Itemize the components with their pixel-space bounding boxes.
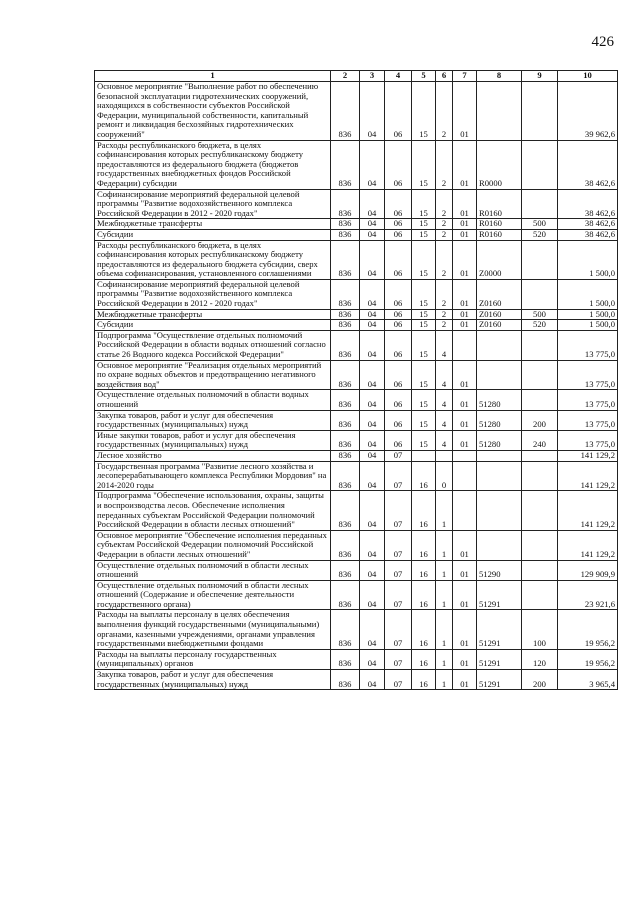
row-name-cell: Субсидии bbox=[95, 229, 331, 240]
row-value-cell: 836 bbox=[331, 610, 360, 649]
row-value-cell: R0160 bbox=[477, 229, 522, 240]
row-value-cell: 51291 bbox=[477, 649, 522, 669]
row-value-cell: 836 bbox=[331, 229, 360, 240]
row-value-cell: Z0160 bbox=[477, 309, 522, 320]
row-name-cell: Основное мероприятие "Выполнение работ по обеспечению безопасной эксплуатации гидротехнических сооружений, находящихся в собственности субъектов Российской Федерации, муниципальной собственности, капитальный ремонт и ликвидация бесхозяйных гидротехнических сооружений" bbox=[95, 82, 331, 141]
row-value-cell: 06 bbox=[385, 189, 412, 219]
row-value-cell: 01 bbox=[453, 560, 477, 580]
row-value-cell: 141 129,2 bbox=[558, 461, 618, 491]
row-value-cell bbox=[522, 390, 558, 410]
row-name-cell: Подпрограмма "Обеспечение использования, охраны, защиты и воспроизводства лесов. Обеспечение исполнения переданных субъектам Российской Федерации полномочий Российской Федерации в области лесных отношений" bbox=[95, 491, 331, 530]
row-value-cell: 16 bbox=[412, 610, 436, 649]
row-value-cell: 16 bbox=[412, 461, 436, 491]
row-value-cell: 01 bbox=[453, 670, 477, 690]
row-value-cell: 38 462,6 bbox=[558, 229, 618, 240]
row-value-cell: 500 bbox=[522, 219, 558, 230]
row-value-cell: 15 bbox=[412, 330, 436, 360]
row-value-cell: 39 962,6 bbox=[558, 82, 618, 141]
row-value-cell: 1 500,0 bbox=[558, 320, 618, 331]
row-name-cell: Субсидии bbox=[95, 320, 331, 331]
row-value-cell: Z0160 bbox=[477, 279, 522, 309]
row-value-cell: 06 bbox=[385, 309, 412, 320]
column-header: 3 bbox=[360, 71, 385, 82]
row-value-cell: 04 bbox=[360, 140, 385, 189]
row-value-cell: 01 bbox=[453, 309, 477, 320]
row-value-cell: 51291 bbox=[477, 610, 522, 649]
column-header: 1 bbox=[95, 71, 331, 82]
row-value-cell: 04 bbox=[360, 279, 385, 309]
row-value-cell: 836 bbox=[331, 430, 360, 450]
row-value-cell: 4 bbox=[436, 390, 453, 410]
row-value-cell: 836 bbox=[331, 360, 360, 390]
row-value-cell bbox=[477, 330, 522, 360]
row-value-cell: 01 bbox=[453, 279, 477, 309]
row-value-cell: 06 bbox=[385, 229, 412, 240]
table-row bbox=[95, 430, 618, 450]
row-name-cell: Основное мероприятие "Реализация отдельных мероприятий по охране водных объектов и предотвращению негативного воздействия вод" bbox=[95, 360, 331, 390]
row-name-cell: Расходы республиканского бюджета, в целях софинансирования которых республиканскому бюджету предоставляются из федерального бюджета (бюджетов государственных внебюджетных фондов Российской Федерации) субсидии bbox=[95, 140, 331, 189]
row-value-cell: 38 462,6 bbox=[558, 219, 618, 230]
column-header: 6 bbox=[436, 71, 453, 82]
row-value-cell bbox=[522, 360, 558, 390]
row-value-cell: 15 bbox=[412, 229, 436, 240]
row-value-cell: 500 bbox=[522, 309, 558, 320]
row-value-cell: 06 bbox=[385, 82, 412, 141]
row-value-cell: 01 bbox=[453, 430, 477, 450]
column-header: 5 bbox=[412, 71, 436, 82]
row-value-cell: 01 bbox=[453, 390, 477, 410]
row-value-cell: 836 bbox=[331, 140, 360, 189]
table-row bbox=[95, 610, 618, 649]
row-value-cell: 141 129,2 bbox=[558, 530, 618, 560]
row-value-cell: 836 bbox=[331, 330, 360, 360]
budget-table bbox=[94, 70, 618, 690]
row-value-cell: 520 bbox=[522, 320, 558, 331]
row-value-cell: 01 bbox=[453, 610, 477, 649]
row-value-cell: 04 bbox=[360, 219, 385, 230]
row-value-cell: 04 bbox=[360, 390, 385, 410]
row-value-cell: 15 bbox=[412, 360, 436, 390]
row-name-cell: Подпрограмма "Осуществление отдельных полномочий Российской Федерации в области водных отношений согласно статье 26 Водного кодекса Российской Федерации" bbox=[95, 330, 331, 360]
table-row bbox=[95, 670, 618, 690]
row-value-cell: 1 bbox=[436, 580, 453, 610]
table-row bbox=[95, 360, 618, 390]
table-row bbox=[95, 82, 618, 141]
row-value-cell: 1 bbox=[436, 670, 453, 690]
row-value-cell: 15 bbox=[412, 140, 436, 189]
row-value-cell: 200 bbox=[522, 410, 558, 430]
row-value-cell: 01 bbox=[453, 649, 477, 669]
row-value-cell: 06 bbox=[385, 390, 412, 410]
row-name-cell: Закупка товаров, работ и услуг для обеспечения государственных (муниципальных) нужд bbox=[95, 410, 331, 430]
table-row bbox=[95, 279, 618, 309]
row-value-cell: 07 bbox=[385, 461, 412, 491]
row-value-cell: 2 bbox=[436, 189, 453, 219]
row-value-cell: 836 bbox=[331, 189, 360, 219]
table-row bbox=[95, 229, 618, 240]
row-value-cell bbox=[522, 279, 558, 309]
row-value-cell: 4 bbox=[436, 430, 453, 450]
row-value-cell: 2 bbox=[436, 309, 453, 320]
row-value-cell: 13 775,0 bbox=[558, 360, 618, 390]
row-value-cell: 15 bbox=[412, 279, 436, 309]
table-row bbox=[95, 140, 618, 189]
row-value-cell: 01 bbox=[453, 580, 477, 610]
row-name-cell: Государственная программа "Развитие лесного хозяйства и лесоперерабатывающего комплекса Республики Мордовия" на 2014-2020 годы bbox=[95, 461, 331, 491]
row-name-cell: Расходы на выплаты персоналу государственных (муниципальных) органов bbox=[95, 649, 331, 669]
row-value-cell: 836 bbox=[331, 491, 360, 530]
row-value-cell bbox=[477, 450, 522, 461]
row-value-cell: 4 bbox=[436, 360, 453, 390]
row-value-cell: 04 bbox=[360, 491, 385, 530]
row-value-cell: Z0000 bbox=[477, 240, 522, 279]
row-value-cell: 04 bbox=[360, 320, 385, 331]
row-name-cell: Межбюджетные трансферты bbox=[95, 309, 331, 320]
row-name-cell: Софинансирование мероприятий федеральной целевой программы "Развитие водохозяйственного комплекса Российской Федерации в 2012 - 2020 годах" bbox=[95, 189, 331, 219]
row-value-cell bbox=[522, 450, 558, 461]
row-value-cell: 836 bbox=[331, 390, 360, 410]
row-value-cell: 15 bbox=[412, 430, 436, 450]
table-row bbox=[95, 309, 618, 320]
table-row bbox=[95, 450, 618, 461]
row-value-cell: 836 bbox=[331, 279, 360, 309]
row-value-cell: 07 bbox=[385, 610, 412, 649]
row-value-cell: 01 bbox=[453, 219, 477, 230]
row-value-cell: 15 bbox=[412, 189, 436, 219]
row-value-cell: 2 bbox=[436, 229, 453, 240]
row-value-cell: 2 bbox=[436, 279, 453, 309]
row-value-cell: 1 500,0 bbox=[558, 309, 618, 320]
row-value-cell: 836 bbox=[331, 670, 360, 690]
row-value-cell: 1 bbox=[436, 649, 453, 669]
row-value-cell: 13 775,0 bbox=[558, 410, 618, 430]
row-value-cell: 51291 bbox=[477, 580, 522, 610]
table-row bbox=[95, 330, 618, 360]
row-value-cell: 19 956,2 bbox=[558, 649, 618, 669]
table-row bbox=[95, 461, 618, 491]
row-value-cell: R0000 bbox=[477, 140, 522, 189]
row-value-cell bbox=[522, 140, 558, 189]
row-value-cell: 06 bbox=[385, 279, 412, 309]
row-value-cell: 19 956,2 bbox=[558, 610, 618, 649]
row-value-cell: 51280 bbox=[477, 390, 522, 410]
row-value-cell: 04 bbox=[360, 580, 385, 610]
row-value-cell: 04 bbox=[360, 189, 385, 219]
row-value-cell: 0 bbox=[436, 461, 453, 491]
row-value-cell bbox=[522, 189, 558, 219]
table-row bbox=[95, 649, 618, 669]
row-value-cell: 2 bbox=[436, 219, 453, 230]
row-value-cell: 01 bbox=[453, 140, 477, 189]
row-value-cell: 01 bbox=[453, 410, 477, 430]
row-value-cell: 15 bbox=[412, 390, 436, 410]
row-value-cell: 836 bbox=[331, 450, 360, 461]
row-name-cell: Осуществление отдельных полномочий в области лесных отношений bbox=[95, 560, 331, 580]
row-value-cell: 520 bbox=[522, 229, 558, 240]
row-value-cell: 141 129,2 bbox=[558, 491, 618, 530]
column-header: 7 bbox=[453, 71, 477, 82]
row-value-cell: 04 bbox=[360, 82, 385, 141]
row-value-cell bbox=[522, 530, 558, 560]
row-value-cell: 16 bbox=[412, 560, 436, 580]
row-value-cell: 836 bbox=[331, 410, 360, 430]
table-row bbox=[95, 580, 618, 610]
row-value-cell: 1 bbox=[436, 610, 453, 649]
row-value-cell: 13 775,0 bbox=[558, 390, 618, 410]
row-value-cell: 01 bbox=[453, 189, 477, 219]
row-value-cell: 15 bbox=[412, 309, 436, 320]
row-value-cell: 01 bbox=[453, 530, 477, 560]
row-value-cell: 04 bbox=[360, 450, 385, 461]
row-value-cell bbox=[522, 580, 558, 610]
row-value-cell: 836 bbox=[331, 649, 360, 669]
row-value-cell: 141 129,2 bbox=[558, 450, 618, 461]
row-value-cell bbox=[522, 330, 558, 360]
row-value-cell bbox=[522, 491, 558, 530]
row-value-cell: 38 462,6 bbox=[558, 189, 618, 219]
row-value-cell: 15 bbox=[412, 240, 436, 279]
row-value-cell: 04 bbox=[360, 410, 385, 430]
row-name-cell: Осуществление отдельных полномочий в области водных отношений bbox=[95, 390, 331, 410]
page-number: 426 bbox=[591, 34, 614, 50]
row-value-cell: 2 bbox=[436, 240, 453, 279]
row-value-cell: 04 bbox=[360, 649, 385, 669]
row-value-cell: 100 bbox=[522, 610, 558, 649]
row-value-cell: 04 bbox=[360, 461, 385, 491]
row-name-cell: Межбюджетные трансферты bbox=[95, 219, 331, 230]
table-row bbox=[95, 530, 618, 560]
row-value-cell: 16 bbox=[412, 530, 436, 560]
row-value-cell: 200 bbox=[522, 670, 558, 690]
row-value-cell: 04 bbox=[360, 360, 385, 390]
row-value-cell: 1 500,0 bbox=[558, 279, 618, 309]
row-name-cell: Софинансирование мероприятий федеральной целевой программы "Развитие водохозяйственного комплекса Российской Федерации в 2012 - 2020 годах" bbox=[95, 279, 331, 309]
row-name-cell: Осуществление отдельных полномочий в области лесных отношений (Содержание и обеспечение деятельности государственного органа) bbox=[95, 580, 331, 610]
row-value-cell: 06 bbox=[385, 219, 412, 230]
row-value-cell: 07 bbox=[385, 580, 412, 610]
row-value-cell: 04 bbox=[360, 530, 385, 560]
row-value-cell bbox=[453, 491, 477, 530]
row-value-cell bbox=[522, 240, 558, 279]
row-value-cell: 06 bbox=[385, 330, 412, 360]
column-header: 8 bbox=[477, 71, 522, 82]
row-value-cell: 07 bbox=[385, 560, 412, 580]
row-value-cell: Z0160 bbox=[477, 320, 522, 331]
row-value-cell: 38 462,6 bbox=[558, 140, 618, 189]
row-value-cell bbox=[412, 450, 436, 461]
table-row bbox=[95, 390, 618, 410]
row-name-cell: Основное мероприятие "Обеспечение исполнения переданных субъектам Российской Федерации полномочий Российской Федерации в области лесных отношений" bbox=[95, 530, 331, 560]
row-value-cell: 04 bbox=[360, 229, 385, 240]
row-value-cell: 06 bbox=[385, 140, 412, 189]
row-value-cell: 04 bbox=[360, 240, 385, 279]
row-value-cell: 1 bbox=[436, 560, 453, 580]
row-value-cell bbox=[453, 461, 477, 491]
row-value-cell: 51280 bbox=[477, 410, 522, 430]
row-value-cell: 04 bbox=[360, 670, 385, 690]
column-header: 4 bbox=[385, 71, 412, 82]
row-value-cell: 1 bbox=[436, 491, 453, 530]
row-value-cell: 836 bbox=[331, 219, 360, 230]
row-value-cell: 4 bbox=[436, 410, 453, 430]
row-value-cell: 04 bbox=[360, 560, 385, 580]
header-row bbox=[95, 71, 618, 82]
row-value-cell: 836 bbox=[331, 461, 360, 491]
row-value-cell: 01 bbox=[453, 320, 477, 331]
row-value-cell: 01 bbox=[453, 360, 477, 390]
table-row bbox=[95, 560, 618, 580]
row-value-cell: 1 500,0 bbox=[558, 240, 618, 279]
row-value-cell: 13 775,0 bbox=[558, 330, 618, 360]
table-row bbox=[95, 189, 618, 219]
row-value-cell: 16 bbox=[412, 649, 436, 669]
row-value-cell: 06 bbox=[385, 240, 412, 279]
row-name-cell: Закупка товаров, работ и услуг для обеспечения государственных (муниципальных) нужд bbox=[95, 670, 331, 690]
row-value-cell bbox=[522, 82, 558, 141]
row-value-cell: 07 bbox=[385, 670, 412, 690]
row-value-cell: 2 bbox=[436, 140, 453, 189]
row-value-cell: 16 bbox=[412, 670, 436, 690]
table-body bbox=[95, 82, 618, 690]
row-value-cell bbox=[453, 450, 477, 461]
row-value-cell: 2 bbox=[436, 82, 453, 141]
row-value-cell: 15 bbox=[412, 410, 436, 430]
row-name-cell: Расходы на выплаты персоналу в целях обеспечения выполнения функций государственными (муниципальными) органами, казенными учреждениями, органами управления государственными внебюджетными фондами bbox=[95, 610, 331, 649]
table-row bbox=[95, 410, 618, 430]
column-header: 10 bbox=[558, 71, 618, 82]
row-value-cell: 04 bbox=[360, 610, 385, 649]
row-value-cell: 240 bbox=[522, 430, 558, 450]
table-row bbox=[95, 320, 618, 331]
row-value-cell: 04 bbox=[360, 430, 385, 450]
row-value-cell bbox=[522, 560, 558, 580]
row-value-cell bbox=[477, 530, 522, 560]
row-value-cell: 2 bbox=[436, 320, 453, 331]
row-value-cell: 51290 bbox=[477, 560, 522, 580]
row-value-cell: 06 bbox=[385, 360, 412, 390]
row-value-cell bbox=[477, 82, 522, 141]
column-header: 9 bbox=[522, 71, 558, 82]
row-value-cell: 06 bbox=[385, 410, 412, 430]
row-value-cell: 01 bbox=[453, 229, 477, 240]
row-value-cell: 836 bbox=[331, 309, 360, 320]
row-value-cell: 07 bbox=[385, 649, 412, 669]
row-value-cell: 15 bbox=[412, 219, 436, 230]
row-value-cell: 129 909,9 bbox=[558, 560, 618, 580]
table-row bbox=[95, 491, 618, 530]
row-name-cell: Лесное хозяйство bbox=[95, 450, 331, 461]
row-value-cell: 06 bbox=[385, 430, 412, 450]
row-value-cell: 836 bbox=[331, 82, 360, 141]
row-value-cell: 836 bbox=[331, 560, 360, 580]
row-value-cell: 23 921,6 bbox=[558, 580, 618, 610]
row-value-cell: 16 bbox=[412, 491, 436, 530]
row-value-cell: 836 bbox=[331, 240, 360, 279]
row-value-cell: 04 bbox=[360, 330, 385, 360]
row-value-cell: 07 bbox=[385, 530, 412, 560]
row-value-cell bbox=[477, 360, 522, 390]
row-name-cell: Иные закупки товаров, работ и услуг для обеспечения государственных (муниципальных) нужд bbox=[95, 430, 331, 450]
row-value-cell: 06 bbox=[385, 320, 412, 331]
table-row bbox=[95, 240, 618, 279]
row-value-cell: 07 bbox=[385, 450, 412, 461]
row-value-cell: 15 bbox=[412, 320, 436, 331]
row-value-cell bbox=[477, 461, 522, 491]
row-value-cell: 836 bbox=[331, 530, 360, 560]
table-row bbox=[95, 219, 618, 230]
row-value-cell: 51280 bbox=[477, 430, 522, 450]
row-value-cell: 51291 bbox=[477, 670, 522, 690]
row-value-cell: 120 bbox=[522, 649, 558, 669]
table-header bbox=[95, 71, 618, 82]
row-value-cell: 16 bbox=[412, 580, 436, 610]
row-value-cell: 836 bbox=[331, 320, 360, 331]
row-value-cell: R0160 bbox=[477, 219, 522, 230]
row-value-cell bbox=[477, 491, 522, 530]
row-value-cell bbox=[436, 450, 453, 461]
column-header: 2 bbox=[331, 71, 360, 82]
row-value-cell: 01 bbox=[453, 240, 477, 279]
row-value-cell bbox=[522, 461, 558, 491]
row-value-cell: 07 bbox=[385, 491, 412, 530]
row-value-cell: 3 965,4 bbox=[558, 670, 618, 690]
row-value-cell: 04 bbox=[360, 309, 385, 320]
row-value-cell: 13 775,0 bbox=[558, 430, 618, 450]
row-value-cell: 1 bbox=[436, 530, 453, 560]
row-value-cell: 01 bbox=[453, 82, 477, 141]
row-value-cell: 15 bbox=[412, 82, 436, 141]
row-value-cell: R0160 bbox=[477, 189, 522, 219]
row-value-cell: 836 bbox=[331, 580, 360, 610]
row-value-cell: 4 bbox=[436, 330, 453, 360]
row-value-cell bbox=[453, 330, 477, 360]
row-name-cell: Расходы республиканского бюджета, в целях софинансирования которых республиканскому бюджету предоставляются из федерального бюджета субсидии, сверх объема софинансирования, установленного соглашениями bbox=[95, 240, 331, 279]
